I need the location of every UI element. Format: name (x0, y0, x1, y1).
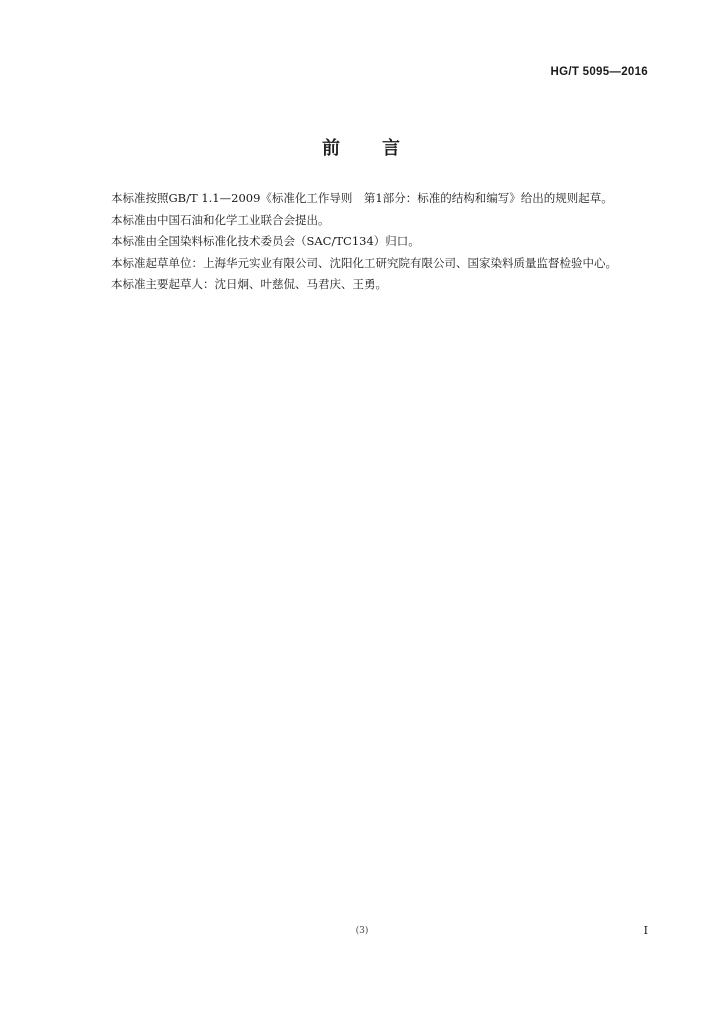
page-title (0, 134, 724, 160)
paragraph-committee: 本标准由全国染料标准化技术委员会（SAC/TC134）归口。 (111, 234, 420, 248)
paragraph-drafting-rules: 本标准按照GB/T 1.1—2009《标准化工作导则 第1部分：标准的结构和编写》给出的规则起草。 (111, 191, 613, 205)
page-number: I (643, 924, 648, 937)
paragraph-drafting-units: 本标准起草单位：上海华元实业有限公司、沈阳化工研究院有限公司、国家染料质量监督检验中心。 (111, 255, 617, 270)
page-mark: (3) (355, 926, 369, 936)
paragraph-drafters: 本标准主要起草人：沈日炯、叶慈侃、马君庆、王勇。 (111, 277, 387, 291)
title-char-2: 言 (382, 138, 402, 159)
foreword-body (88, 188, 652, 296)
document-code: HG/T 5095—2016 (550, 66, 648, 78)
title-char-1: 前 (322, 138, 342, 159)
paragraph-proposer: 本标准由中国石油和化学工业联合会提出。 (111, 212, 330, 227)
